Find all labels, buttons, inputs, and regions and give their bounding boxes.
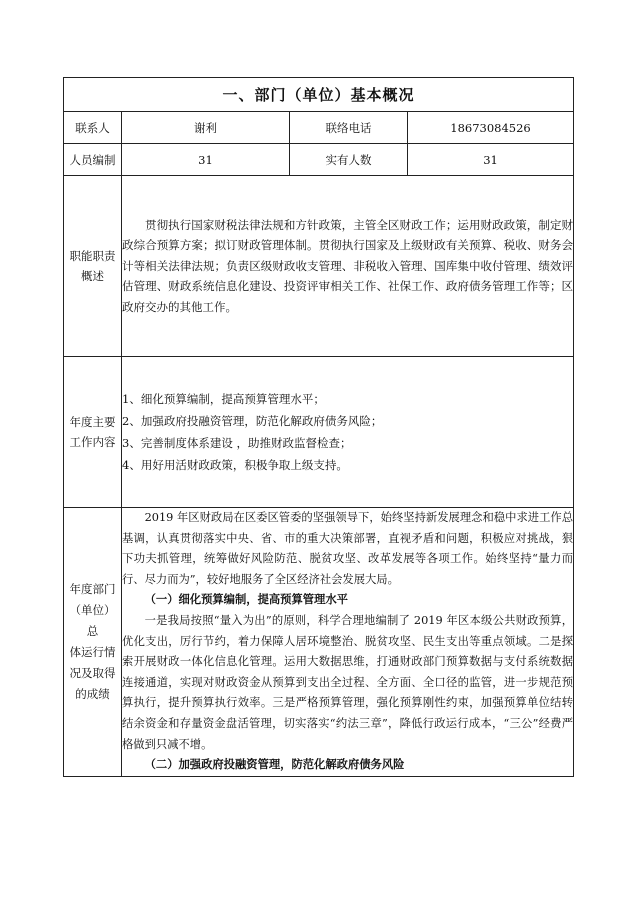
staff-quota-label: 人员编制 xyxy=(64,144,122,176)
section2-heading: （二）加强政府投融资管理，防范化解政府债务风险 xyxy=(144,758,405,772)
results-cell xyxy=(122,508,574,777)
results-intro: 2019 年区财政局在区委区管委的坚强领导下，始终坚持新发展理念和稳中求进工作总基调，认真贯彻落实中央、省、市的重大决策部署，直视矛盾和问题，积极应对挑战，狠下功夫抓管理，统筹做好风险防范、脱贫攻坚、改革发展等各项工作。始终坚持“量力而行、尽力而为”，较好地服务了全区经济社会发展大局。 xyxy=(122,511,574,586)
tasks-label xyxy=(64,357,122,508)
results-label-line: 年度部门 xyxy=(69,581,116,596)
actual-staff-label: 实有人数 xyxy=(290,144,408,176)
tasks-cell xyxy=(122,357,574,508)
duties-cell xyxy=(122,176,574,357)
duties-text: 贯彻执行国家财税法律法规和方针政策，主管全区财政工作；运用财政政策，制定财政综合预算方案；拟订财政管理体制。贯彻执行国家及上级财政有关预算、税收、财务会计等相关法律法规；负责区级财政收支管理、非税收入管理、国库集中收付管理、绩效评估管理、财政系统信息化建设、投资评审相关工作、社保工作、政府债务管理工作等；区政府交办的其他工作。 xyxy=(122,217,574,314)
task-item: 1、细化预算编制，提高预算管理水平； xyxy=(122,392,325,406)
tasks-label-line: 年度主要 xyxy=(69,415,116,429)
task-item: 4、用好用活财政政策，积极争取上级支持。 xyxy=(122,458,348,472)
section1-heading: （一）细化预算编制，提高预算管理水平 xyxy=(144,593,348,607)
phone-value: 18673084526 xyxy=(408,112,574,144)
actual-staff-value: 31 xyxy=(408,144,574,176)
task-item: 2、加强政府投融资管理，防范化解政府债务风险； xyxy=(122,414,383,428)
tasks-label-line: 工作内容 xyxy=(69,435,116,449)
contact-value: 谢利 xyxy=(122,112,290,144)
results-label-line: 况及取得 xyxy=(69,665,116,680)
basic-info-table xyxy=(63,77,574,777)
results-label xyxy=(64,508,122,777)
section1-text: 一是我局按照“量入为出”的原则，科学合理地编制了 2019 年区本级公共财政预算，优化支出，厉行节约，着力保障人居环境整治、脱贫攻坚、民生支出等重点领域。二是探索开展财政一体化信息化管理。运用大数据思维，打通财政部门预算数据与支付系统数据连接通道，实现对财政资金从预算到支出全过程、全方面、全口径的监管，进一步规范预算执行，提升预算执行效率。三是严格预算管理，强化预算刚性约束，加强预算单位结转结余资金和存量资金盘活管理，切实落实“约法三章”，降低行政运行成本，“三公”经费严格做到只减不增。 xyxy=(122,613,574,751)
duties-label-line: 概述 xyxy=(81,269,104,283)
phone-label: 联络电话 xyxy=(290,112,408,144)
results-label-line: 体运行情 xyxy=(69,644,116,659)
duties-label xyxy=(64,176,122,357)
task-item: 3、完善制度体系建设 ，助推财政监督检查； xyxy=(122,436,352,450)
results-label-line: 的成绩 xyxy=(75,686,110,701)
results-label-line: （单位）总 xyxy=(69,602,116,638)
duties-label-line: 职能职责 xyxy=(69,249,116,263)
table-title: 一、部门（单位）基本概况 xyxy=(64,78,574,112)
contact-label: 联系人 xyxy=(64,112,122,144)
staff-quota-value: 31 xyxy=(122,144,290,176)
